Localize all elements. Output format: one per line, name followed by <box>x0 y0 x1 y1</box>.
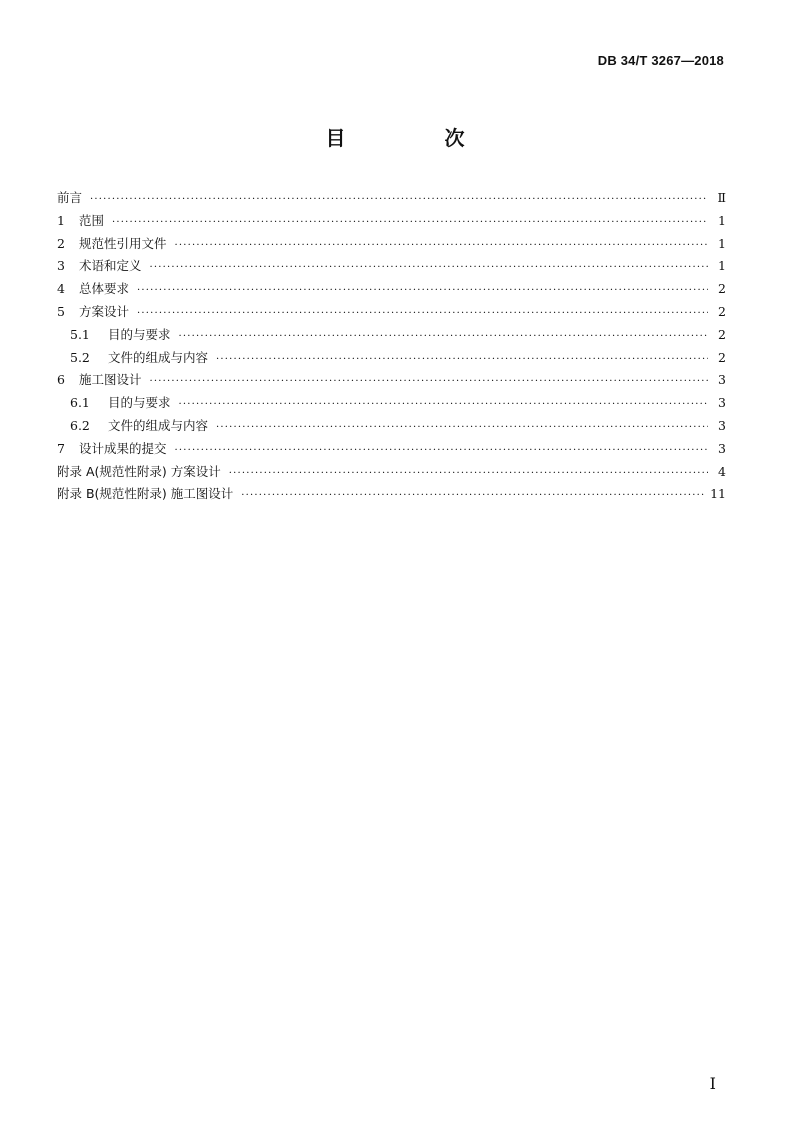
toc-dot-leader <box>229 468 708 479</box>
toc-entry[interactable] <box>57 211 726 234</box>
toc-entry-title: 方案设计 <box>79 303 130 319</box>
toc-entry-title: 附录 A(规范性附录) 方案设计 <box>57 463 221 479</box>
toc-dot-leader <box>241 490 704 501</box>
toc-entry-page: 1 <box>718 235 726 251</box>
toc-entry-page: 1 <box>718 258 726 274</box>
toc-entry[interactable] <box>57 462 726 485</box>
toc-entry[interactable] <box>57 370 726 393</box>
toc-dot-leader <box>175 240 708 251</box>
toc-entry-page: 2 <box>718 326 726 342</box>
toc-entry[interactable] <box>57 439 726 462</box>
table-of-contents <box>57 188 726 507</box>
toc-entry-number: 6 <box>57 372 65 388</box>
toc-entry-page: 1 <box>718 212 726 228</box>
toc-entry[interactable] <box>57 188 726 211</box>
toc-entry-title: 文件的组成与内容 <box>108 349 209 365</box>
toc-entry-number: 6.1 <box>70 395 90 411</box>
toc-entry[interactable] <box>57 256 726 279</box>
toc-dot-leader <box>137 308 708 319</box>
toc-entry-title: 施工图设计 <box>79 372 142 388</box>
toc-title: 目 次 <box>325 126 511 150</box>
toc-dot-leader <box>175 445 708 456</box>
toc-entry-number: 2 <box>57 235 65 251</box>
toc-entry[interactable] <box>57 325 726 348</box>
toc-dot-leader <box>137 285 708 296</box>
toc-entry-title: 术语和定义 <box>79 258 142 274</box>
toc-dot-leader <box>150 376 708 387</box>
toc-entry-title: 前言 <box>57 190 83 205</box>
toc-dot-leader <box>216 354 708 365</box>
toc-entry-number: 5 <box>57 303 65 319</box>
toc-entry[interactable] <box>57 416 726 439</box>
toc-entry-title: 规范性引用文件 <box>79 235 167 251</box>
toc-dot-leader <box>150 262 708 273</box>
document-code: DB 34/T 3267—2018 <box>597 53 724 68</box>
toc-entry-number: 6.2 <box>70 417 90 433</box>
toc-entry-page: 2 <box>718 281 726 297</box>
toc-entry-title: 目的与要求 <box>108 395 171 411</box>
toc-entry[interactable] <box>57 279 726 302</box>
toc-entry-number: 1 <box>57 212 65 228</box>
toc-entry-page: 3 <box>718 417 726 433</box>
toc-entry-page: 4 <box>718 463 726 479</box>
toc-dot-leader <box>216 422 708 433</box>
toc-entry-title: 文件的组成与内容 <box>108 417 209 433</box>
toc-entry-page: 3 <box>718 395 726 411</box>
toc-entry[interactable] <box>57 302 726 325</box>
toc-entry[interactable] <box>57 348 726 371</box>
page-number: I <box>709 1074 716 1093</box>
toc-entry[interactable] <box>57 393 726 416</box>
toc-entry-title: 设计成果的提交 <box>79 440 167 456</box>
toc-entry-page: 3 <box>718 372 726 388</box>
toc-entry-number: 5.2 <box>70 349 90 365</box>
toc-entry-number: 4 <box>57 281 65 297</box>
toc-entry-page: 11 <box>710 486 726 502</box>
toc-entry-title: 目的与要求 <box>108 326 171 342</box>
toc-entry-number: 7 <box>57 440 65 456</box>
toc-dot-leader <box>112 217 708 228</box>
toc-entry-page: 3 <box>718 440 726 456</box>
toc-entry-page: 2 <box>718 349 726 365</box>
toc-dot-leader <box>90 194 708 205</box>
toc-entry[interactable] <box>57 484 726 507</box>
toc-entry-page: 2 <box>718 303 726 319</box>
toc-dot-leader <box>179 399 708 410</box>
toc-dot-leader <box>179 331 708 342</box>
toc-entry-title: 总体要求 <box>79 281 130 297</box>
toc-entry[interactable] <box>57 234 726 257</box>
toc-entry-title: 范围 <box>79 212 105 228</box>
toc-entry-page: Ⅱ <box>717 190 726 205</box>
toc-entry-number: 3 <box>57 258 65 274</box>
toc-entry-title: 附录 B(规范性附录) 施工图设计 <box>57 486 234 502</box>
toc-entry-number: 5.1 <box>70 326 90 342</box>
